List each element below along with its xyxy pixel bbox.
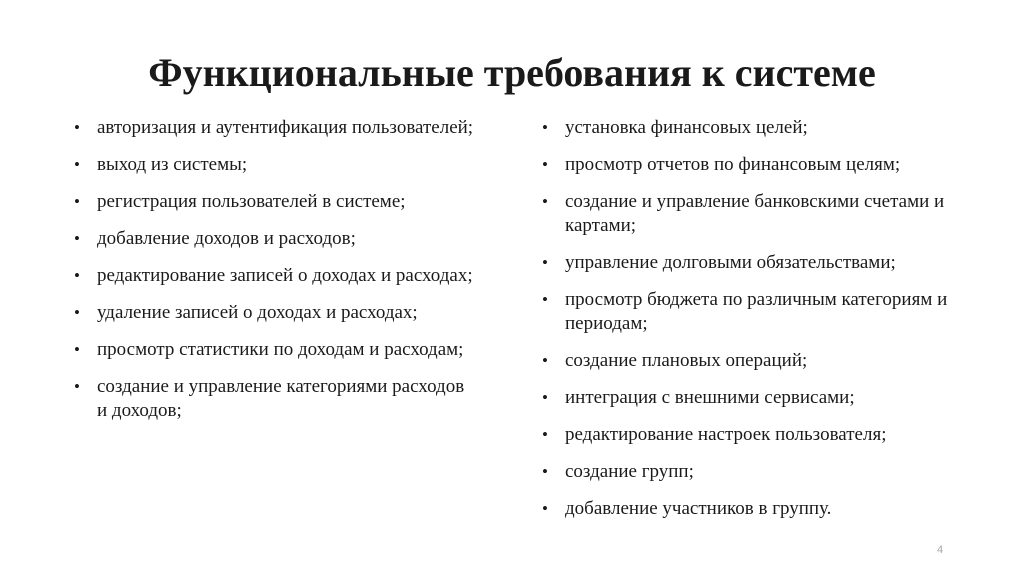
bullet-icon: • [74,303,80,322]
list-item-text: просмотр отчетов по финансовым целям; [565,154,901,175]
list-item-text: регистрация пользователей в системе; [97,191,406,212]
bullet-icon: • [74,229,80,248]
page-number: 4 [937,544,944,556]
list-item [74,264,474,288]
list-item [542,288,962,336]
list-item-text: создание и управление категориями расходов и доходов; [97,376,465,421]
list-item [74,301,474,325]
list-item-text: просмотр статистики по доходам и расходам; [97,339,464,360]
list-item-text: создание и управление банковскими счетами и картами; [565,191,945,236]
list-item [74,338,474,362]
list-item [542,386,962,410]
requirements-list-left [74,116,474,436]
list-item-text: редактирование настроек пользователя; [565,424,887,445]
list-item-text: управление долговыми обязательствами; [565,252,896,273]
list-item [542,251,962,275]
bullet-icon: • [74,266,80,285]
bullet-icon: • [542,118,548,137]
bullet-icon: • [542,351,548,370]
bullet-icon: • [74,377,80,396]
bullet-icon: • [74,155,80,174]
slide-title: Функциональные требования к системе [148,49,876,95]
list-item-text: удаление записей о доходах и расходах; [97,302,418,323]
bullet-icon: • [542,290,548,309]
list-item-text: добавление участников в группу. [565,498,832,519]
bullet-icon: • [74,192,80,211]
bullet-icon: • [542,425,548,444]
list-item-text: выход из системы; [97,154,248,175]
list-item [74,190,474,214]
list-item-text: интеграция с внешними сервисами; [565,387,855,408]
bullet-icon: • [542,253,548,272]
list-item [74,227,474,251]
list-item [74,116,474,140]
bullet-icon: • [542,192,548,211]
bullet-icon: • [542,499,548,518]
list-item-text: редактирование записей о доходах и расходах; [97,265,473,286]
requirements-list-right [542,116,962,534]
list-item-text: добавление доходов и расходов; [97,228,356,249]
list-item [542,423,962,447]
list-item-text: авторизация и аутентификация пользователей; [97,117,474,138]
list-item [74,375,474,423]
list-item-text: просмотр бюджета по различным категориям и периодам; [565,289,948,334]
bullet-icon: • [542,388,548,407]
bullet-icon: • [542,462,548,481]
list-item [542,497,962,521]
list-item [74,153,474,177]
bullet-icon: • [74,340,80,359]
list-item-text: установка финансовых целей; [565,117,808,138]
list-item-text: создание групп; [565,461,694,482]
list-item [542,190,962,238]
list-item [542,349,962,373]
list-item [542,116,962,140]
list-item [542,153,962,177]
list-item-text: создание плановых операций; [565,350,808,371]
bullet-icon: • [74,118,80,137]
bullet-icon: • [542,155,548,174]
list-item [542,460,962,484]
